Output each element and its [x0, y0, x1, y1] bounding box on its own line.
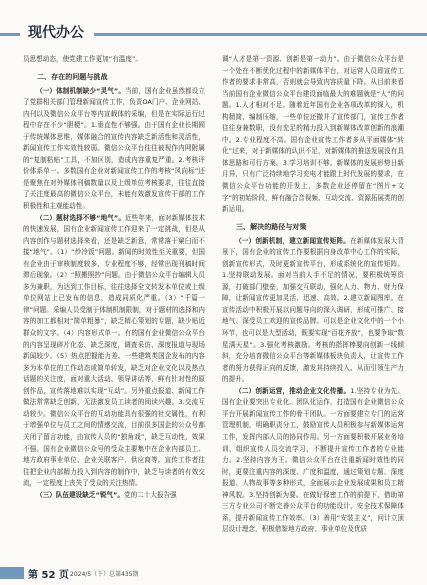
body-paragraph	[23, 490, 205, 502]
page-number-marker	[0, 567, 24, 579]
subheading: （三）队伍建设缺乏“锐气”。	[36, 490, 124, 499]
body-paragraph	[23, 213, 205, 490]
paragraph-text: 1.坚持专业为先。国有企业要突出专业化、团队化运作，打造国有企业微信公众平台开展新闻宣传工作的骨干团队。一方面要建立专门的运营管理机制，明确职责分工，鼓励宣传人员积极参与新媒体运营工作，发挥内部人员的协同作用。另一方面要积极开展业务培训，组织宣传人员交流学习，不断提升宣传工作者的专业能力。2.坚持内容为王。微信公众平台在注重新闻时效性的同时，更要注重内容的深度、广度和温度，通过策划专题、深度报道、人物故事等多种形式，全面展示企业发展成果和员工精神风貌。3.坚持创新为要。在做好保密工作的前提下，借助第三方专业公司不断完善公众平台的功能设计，安全技术保障体系，提升新闻宣传工作效率。（3）善用“安装主义”，问计立顶层设计理念，积极借鉴地方政府、事业单位及优质	[222, 386, 404, 534]
body-paragraph	[222, 236, 404, 386]
section-heading: 三、解决的路径与对策	[236, 222, 307, 231]
paragraph-text: 当前，国有企业虽然都设立了党群相关部门管理新闻宣传工作，负责OA门户、企业网站、内刊以及微信公众平台等内宣载体的采编，但是在实际运行过程中存在不少“胆梗”。1.垂直性不够强。由于国有企业长期囿于传统媒体思维，媒体融合的宣传内容缺乏新活性和灵活性，新闻宣传工作实效性较弱。微信公众平台往往被视作内网附属的“复制粘贴”工具，不加区别，造成内容重复严重。2.考核评价体系单一。多数国有企业对新闻宣传工作的考核“风向标”还是聚焦在对外媒体刊稿数量以及上级单位考核要求，往往直接了关注度最高的微信公众平台，未能有效激发宣传干部的工作积极性和主观能动性。	[23, 86, 205, 211]
left-column	[23, 54, 205, 550]
body-paragraph	[23, 54, 205, 66]
section-heading: 二、存在的问题与挑战	[37, 72, 108, 81]
right-column	[222, 54, 404, 550]
body-paragraph	[222, 54, 404, 216]
subheading: （二）创新运营，推动企业文化传播。	[235, 386, 351, 395]
page-number: 第 52 页	[28, 570, 69, 581]
paragraph-text: 近些年来，面对新媒体技术的快速发展，国有企业新闻宣传工作迎来了一定挑战，但是从内容创作与题材选择来看，还是缺乏新意，常常落于窠臼而不接“地气”。（1）“炒冷饭”问题。新闻的时效性至关重要，但国有企业由于审核制度较多、专业程度不够，经常出现刊稿时间滞后现象。（2）“照搬照抄”问题。由于微信公众平台编辑人员多为兼职，为达到工作目标，往往选择全文转发本单位或上级单位网站上已发布的信息，造成同质化严重。（3）“千篇一律”问题。采编人员受制于体制机制限制，对于题材的选择和内容的加工都相对“简单粗暴”，缺乏精心策划的专题，缺少贴近群众的文字。（4）内容形式单一。有的国有企业微信公众平台的内容呈现碎片化态、缺乏深度，调查采访、深度报道与现场新闻较少。（5）热点把握能力差。一些建筑类国企发布的内容多为本单位的工作动态或简单转发，缺乏对企业文化以及热点话题的关注度，面对重大活动、领导讲话等，鲜有针对性的原创作品，宣传落地难以实现“互动”。另外重点报道、新闻工作做法常常缺乏创新，无法激发员工读者的阅读兴趣。3.交流互动较少。微信公众平台的互动功能具有很强的社交属性，有利于增强单位与员工之间的情感交流，目前很多国企的公众号都关闭了留言功能，由宣传人员的“独角戏”，缺乏互动性，效果不强。国有企业微信公众号的受众主要集中在企业内部员工、地方政府事业单位、企业关联客户、供应商等。宣传工作者往往把企业内部精力投入到内容的制作中，缺乏与读者的有效交流，一定程度上丧失了受众的关注热情。	[23, 213, 205, 488]
page-header	[0, 0, 427, 44]
subheading: （一）体制机制缺少“灵气”。	[36, 86, 126, 95]
paragraph-text: 党的二十大报告强	[123, 490, 177, 499]
paragraph-text: 员思想动态，使党建工作更加“有温度”。	[23, 55, 143, 63]
paragraph-text: 在新媒体发展大背景下，国有企业的宣传工作要根据自身改革中心工作的实际，创新宣传形式，及时更新宣传平台，形成系统化的宣传矩阵。1.坚持联动发展。面对当前人手不足的情况，要积极统筹资源，打破部门壁垒，加强交互联动，强化人力、物力、财力保障，让新闻宣传更加灵活、迅速、高效。2.建立新闻图库。在宣传活动中积极开展以问题导向的深入调研，形成可推广、接地气、深受员工欢迎的宣传品牌。可以是企业文化中的一个小环节，也可以是大型活动，既要实现“百花齐放”，也要争取“数星满天星”。3.强化考核激励。考核的指挥棒要向创新一线倾斜，充分培育微信公众平台等新媒体板块负责人，让宣传工作者的努力获得正向的反馈，激发其持续投入、从而引领生产力的提升。	[222, 236, 404, 384]
subheading: （一）创新机制，建立新闻宣传矩阵。	[235, 236, 351, 245]
paragraph-text: 调“人才是第一资源、创新是第一动力”。由于微信公众平台是一个处在不断优化过程中的新媒体平台，对运营人员即宣传工作者的要求非常高，否则就会导致内容质量下降。从目前来看当前国有企业微信公众平台建设面临最大的难题就是“人”的问题。1.人才相对不足。随着近年国有企业各项改革的深入，机构精简，编制压缩，一些单位还撤并了宣传部门，宣传工作者往往身兼数职，没有充足的精力投入到新媒体改革创新的浪潮中。2.专业程度不高。国有企业宣传工作者多从平面媒体“转化”过来，对于新媒体的认识不足，对新媒体的推送发展没有具体思路和可行方案。3.学习培训不够。新媒体的发展形势日新月异，只有广泛持续地学习充电才能跟上时代发展的要求，在微信公众平台功能的开发上，多数企业还停留在“图片+文字”的初始阶段，鲜有融合音视频、互动交流、资源拓展类的创新运用。	[222, 55, 404, 214]
body-paragraph	[23, 86, 205, 213]
section-title: 现代办公	[20, 22, 94, 42]
subheading: （二）题材选择不够“地气”。	[36, 213, 126, 222]
page-footer	[0, 562, 427, 582]
issue-info: 2024/5（下）总第435期	[70, 571, 139, 578]
body-paragraph	[222, 386, 404, 536]
